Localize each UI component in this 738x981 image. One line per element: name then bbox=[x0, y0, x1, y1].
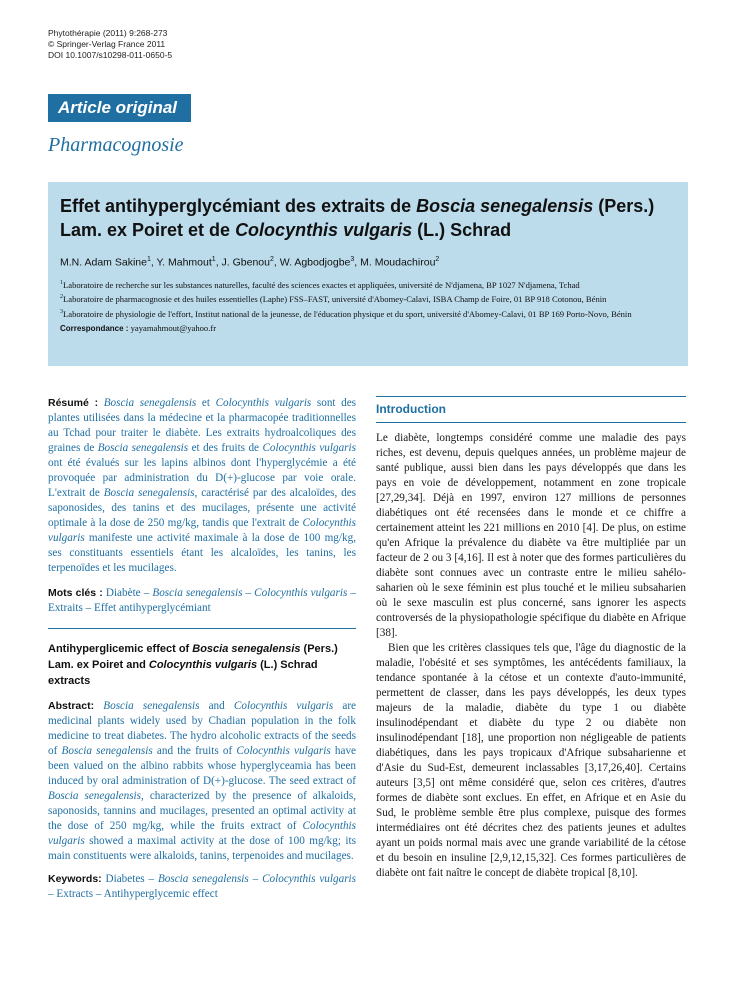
text-run: – Extracts – Antihyperglycemic effect bbox=[48, 888, 218, 900]
title-species: Colocynthis vulgaris bbox=[235, 220, 413, 240]
author-name: M.N. Adam Sakine bbox=[60, 256, 147, 269]
text-run: , characterized by the presence of alkaloids, saponosids, tannins and mucilages, presented an optimal activity at the dose of 250 mg/kg, while the fruits extract of bbox=[48, 790, 356, 832]
author-name: M. Moudachirou bbox=[360, 256, 436, 269]
text-run: et bbox=[196, 397, 216, 409]
correspondence-label: Correspondance : bbox=[60, 324, 129, 334]
species-name: Boscia senegalensis bbox=[152, 587, 243, 599]
title-box bbox=[48, 182, 688, 366]
author-list bbox=[60, 256, 676, 269]
correspondence bbox=[60, 323, 676, 333]
text-run: – bbox=[242, 587, 255, 599]
author-separator: , bbox=[354, 256, 361, 269]
text-run bbox=[94, 700, 103, 712]
abstract-label: Abstract: bbox=[48, 700, 95, 712]
doi: DOI 10.1007/s10298-011-0650-5 bbox=[48, 50, 173, 60]
affiliation-number: 2 bbox=[60, 294, 63, 301]
right-column bbox=[376, 396, 686, 881]
affiliation-number: 1 bbox=[60, 279, 63, 286]
affiliation-ref: 1 bbox=[211, 256, 216, 263]
english-title-text: (L.) Schrad extracts bbox=[48, 659, 318, 687]
correspondence-email[interactable]: yayamahmout@yahoo.fr bbox=[130, 323, 217, 334]
introduction-heading: Introduction bbox=[376, 396, 686, 423]
species-name: Boscia senegalensis bbox=[61, 745, 153, 757]
intro-paragraph-1: Le diabète, longtemps considéré comme une maladie des pays riches, est devenu, depuis quelques années, un problème majeur de santé publique, aussi bien dans les pays développés que dans les pays en voie de développement, notamment en zone tropicale [27,29,34]. Déjà en 1997, environ 127 millions de personnes diabétiques ont été recensées dans le monde et ce chiffre a certainement atteint les 221 millions en 2010 [4]. De plus, on estime qu'en Afrique la prévalence du diabète va être multipliée par un facteur de 2 ou 3 [4,16]. Il est à noter que des formes particulières du diabète sont connues avec un contraste entre le milieu sahélo-saharien où le sexe féminin est plus touché et le milieu subsaharien où le sexe masculin est plus concerné, sans ignorer les aspects controversés de la physiopathologie spécifique du diabète en Afrique [38]. bbox=[376, 432, 686, 639]
journal-header bbox=[48, 28, 172, 61]
author-separator: , bbox=[215, 256, 222, 269]
text-run: showed a maximal activity at the dose of 100 mg/kg; its main constituents were alkaloids, tanins, terpenoides and mucilages. bbox=[48, 835, 356, 862]
text-run: are medicinal plants widely used by Chadian population in the folk medicine to treat diabetes. The hydro alcoholic extracts of the seeds of bbox=[48, 700, 357, 757]
title-text: (Pers.) Lam. ex Poiret et de bbox=[60, 196, 655, 240]
text-run: et des fruits de bbox=[188, 442, 263, 454]
author-name: Y. Mahmout bbox=[156, 256, 212, 269]
affiliation bbox=[60, 291, 676, 305]
author-separator: , bbox=[273, 256, 280, 269]
text-run: ont été évalués sur les lapins albinos dont l'hyperglycémie a été provoquée par administration du D(+)-glucose par voie orale. L'extrait de bbox=[48, 457, 356, 499]
mots-cles-label: Mots clés : bbox=[48, 587, 103, 599]
species-name: Colocynthis vulgaris bbox=[215, 397, 312, 409]
intro-paragraph-2: Bien que les critères classiques tels que, l'âge du diagnostic de la maladie, l'obésité et ses symptômes, les antécédents familiaux, la tendance spontanée à la cétose et un contexte d'auto-immunité, permettent de classer, dans les pays développés, les deux types majeurs de la maladie, diabète du type 1 ou diabète insulinodépendant et diabète du type 2 ou diabète non insulinodépendant [18], une proportion non négligeable de patients diabétiques, dans les pays tropicaux d'Afrique subsaharienne et d'Asie du Sud-Est, demeurent inclassables [3,17,26,40]. Certains auteurs [3,5] ont même considéré que, selon ces critères, d'autres formes de diabète sont exclues. En effet, en Afrique et en Asie du Sud, le problème semble être plus complexe, puisque des formes intermédiaires ont été décrites chez des patients jeunes et adultes ayant un poids normal mais avec une grande variabilité de la cétose et du besoin en insuline [2,9,12,15,32]. Ces formes particulières de diabète ont fait naître le concept de diabète tropical [8,10]. bbox=[376, 642, 686, 879]
affiliation bbox=[60, 306, 676, 320]
species-name: Boscia senegalensis bbox=[103, 397, 197, 409]
affiliation-ref: 1 bbox=[146, 256, 151, 263]
text-run: Diabète – bbox=[102, 587, 153, 599]
english-title-species: Boscia senegalensis bbox=[192, 643, 301, 655]
species-name: Colocynthis vulgaris bbox=[233, 700, 334, 712]
affiliation-text: Laboratoire de physiologie de l'effort, Institut national de la jeunesse, de l'éducation physique et du sport, université d'Abomey-Calavi, 01 BP 169 Porto-Novo, Bénin bbox=[63, 309, 632, 320]
author-name: W. Agbodjogbe bbox=[279, 256, 351, 269]
text-run: sont des plantes utilisées dans la médecine et la pharmacopée traditionnelles au Tchad pour traiter le diabète. Les extraits hydroalcoliques des graines de bbox=[48, 397, 357, 454]
left-column bbox=[48, 396, 356, 902]
journal-citation: Phytothérapie (2011) 9:268-273 bbox=[48, 28, 168, 38]
text-run: have been valued on the albino rabbits whose hyperglyceamia has been induced by oral administration of D(+)-glucose. The seed extract of bbox=[48, 745, 357, 787]
section-divider bbox=[48, 628, 356, 629]
species-name: Colocynthis vulgaris bbox=[254, 587, 348, 599]
species-name: Colocynthis vulgaris bbox=[262, 442, 356, 454]
author-separator: , bbox=[150, 256, 157, 269]
affiliations bbox=[60, 277, 676, 321]
text-run: , caractérisé par des alcaloïdes, des saponosides, des tanins et des mucilages, présente une activité optimale à la dose de 250 mg/kg, tandis que l'extrait de bbox=[48, 487, 357, 529]
species-name: Boscia senegalensis bbox=[97, 442, 189, 454]
keywords bbox=[48, 872, 356, 902]
resume-label: Résumé : bbox=[48, 397, 99, 409]
english-title-text: (Pers.) Lam. ex Poiret and bbox=[48, 643, 338, 671]
affiliation-ref: 2 bbox=[269, 256, 274, 263]
species-name: Boscia senegalensis bbox=[157, 873, 249, 885]
resume-text bbox=[48, 397, 356, 574]
title-species: Boscia senegalensis bbox=[416, 196, 594, 216]
english-title-species: Colocynthis vulgaris bbox=[148, 659, 258, 671]
english-title-text: Antihyperglicemic effect of bbox=[48, 643, 193, 655]
species-name: Boscia senegalensis bbox=[48, 790, 142, 802]
affiliation-ref: 2 bbox=[435, 256, 440, 263]
mots-cles bbox=[48, 586, 356, 616]
text-run: Diabetes – bbox=[101, 873, 158, 885]
title-text: Effet antihyperglycémiant des extraits de bbox=[60, 196, 417, 216]
species-name: Colocynthis vulgaris bbox=[48, 517, 356, 544]
text-run: and bbox=[199, 700, 234, 712]
keywords-label: Keywords: bbox=[48, 873, 102, 885]
text-run: – Extraits – Effet antihyperglycémiant bbox=[48, 587, 356, 614]
subject-heading: Pharmacognosie bbox=[48, 134, 184, 156]
abstract bbox=[48, 699, 356, 864]
species-name: Colocynthis vulgaris bbox=[236, 745, 331, 757]
author-name: J. Gbenou bbox=[221, 256, 270, 269]
species-name: Boscia senegalensis bbox=[103, 700, 200, 712]
affiliation-number: 3 bbox=[60, 309, 63, 316]
species-name: Colocynthis vulgaris bbox=[48, 820, 356, 847]
english-title bbox=[48, 641, 356, 689]
article-title bbox=[60, 194, 676, 242]
article-type-tag: Article original bbox=[48, 94, 191, 122]
species-name: Colocynthis vulgaris bbox=[262, 873, 357, 885]
species-name: Boscia senegalensis bbox=[103, 487, 195, 499]
affiliation-ref: 3 bbox=[350, 256, 355, 263]
affiliation-text: Laboratoire de recherche sur les substances naturelles, faculté des sciences exactes et appliquées, université de N'djamena, BP 1027 N'djamena, Tchad bbox=[63, 279, 580, 290]
affiliation bbox=[60, 277, 676, 291]
text-run: – bbox=[248, 873, 263, 885]
text-run: manifeste une activité maximale à la dose de 100 mg/kg, ses constituants essentiels étant les alcaloïdes, les tanins, les terpenoïdes et les mucilages. bbox=[48, 532, 356, 574]
title-text: (L.) Schrad bbox=[412, 220, 512, 240]
copyright: © Springer-Verlag France 2011 bbox=[48, 39, 166, 49]
resume bbox=[48, 396, 356, 576]
affiliation-text: Laboratoire de pharmacognosie et des huiles essentielles (Laphe) FSS–FAST, université d'Abomey-Calavi, ISBA Champ de Foire, 01 BP 918 Cotonou, Bénin bbox=[63, 294, 607, 305]
text-run: and the fruits of bbox=[152, 745, 237, 757]
abstract-text bbox=[48, 700, 356, 862]
